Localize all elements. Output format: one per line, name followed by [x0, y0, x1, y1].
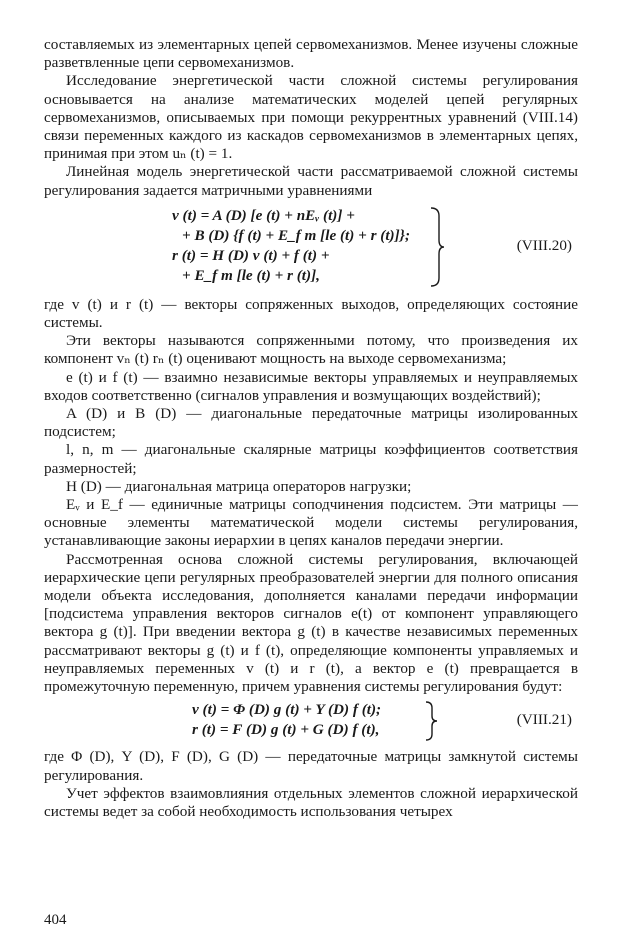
eq21-line-2: r (t) = F (D) g (t) + G (D) f (t), [192, 721, 380, 739]
paragraph-vectors-where: где v (t) и r (t) — векторы сопряженных выходов, определяющих состояние системы. [44, 295, 578, 332]
eq20-line-1: v (t) = A (D) [e (t) + nEᵥ (t)] + [172, 206, 355, 224]
paragraph-transfer-matrices: A (D) и B (D) — диагональные передаточные матрицы изолированных подсистем; [44, 405, 578, 441]
paragraph-information-channels: Рассмотренная основа сложной системы регулирования, включающей иерархические цепи регулярных преобразователей энергии для полного описания модели объекта исследования, дополняется каналами передачи информации [подсистема управления векторов сигналов e(t) от компонент управляющего вектора g (t)]. При введении вектора g (t) в качестве независимых переменных рассматривают векторы g (t) и f (t), определяющие компоненты управляемых и неуправляемых переменных v (t) и r (t), а вектор e (t) превращается в промежуточную переменную, причем уравнения системы регулирования будут: [44, 550, 578, 696]
equation-viii-21 [44, 700, 578, 744]
paragraph-continued: составляемых из элементарных цепей сервомеханизмов. Менее изучены сложные разветвленные цепи сервомеханизмов. [44, 36, 578, 72]
eq21-line-1: v (t) = Φ (D) g (t) + Y (D) f (t); [192, 701, 382, 719]
equation-number: (VIII.20) [516, 236, 572, 254]
eq20-line-4: + E_f m [le (t) + r (t)], [182, 266, 320, 284]
eq20-line-3: r (t) = H (D) v (t) + f (t) + [172, 246, 330, 264]
paragraph-load-matrix: H (D) — диагональная матрица операторов нагрузки; [66, 477, 412, 495]
paragraph-energy-analysis: Исследование энергетической части сложной системы регулирования основывается на анализе математических моделей цепей регулярных сервомеханизмов, описываемых при помощи рекуррентных уравнений (VIII.14) связи переменных каждого из каскадов сервомеханизмов в элементарных цепях, принимая при этом uₙ (t) = 1. [44, 72, 578, 163]
paragraph-conjugate: Эти векторы называются сопряженными потому, что произведения их компонент vₙ (t) rₙ (t) оценивают мощность на выходе сервомеханизма; [44, 332, 578, 368]
paragraph-interaction: Учет эффектов взаимовлияния отдельных элементов сложной иерархической системы ведет за собой необходимость использования четырех [44, 784, 578, 820]
page-number: 404 [44, 912, 67, 928]
equation-number: (VIII.21) [516, 711, 572, 729]
right-brace-icon [429, 206, 445, 288]
paragraph-inputs: e (t) и f (t) — взаимно независимые векторы управляемых и неуправляемых входов соответственно (сигналов управления и возмущающих воздействий); [44, 368, 578, 404]
paragraph-closed-loop: где Φ (D), Y (D), F (D), G (D) — передаточные матрицы замкнутой системы регулирования. [44, 748, 578, 784]
page-body [44, 36, 578, 821]
right-brace-icon [424, 700, 438, 742]
equation-viii-20 [44, 206, 578, 292]
eq20-line-2: + B (D) {f (t) + E_f m [le (t) + r (t)]}; [182, 226, 411, 244]
paragraph-scalar-matrices: l, n, m — диагональные скалярные матрицы коэффициентов соответствия размерностей; [44, 441, 578, 477]
paragraph-unit-matrices: Eᵥ и E_f — единичные матрицы соподчинения подсистем. Эти матрицы — основные элементы математической модели системы регулирования, устанавливающие законы иерархии в цепях каналов передачи энергии. [44, 496, 578, 550]
paragraph-linear-model: Линейная модель энергетической части рассматриваемой сложной системы регулирования задается матричными уравнениями [44, 163, 578, 199]
